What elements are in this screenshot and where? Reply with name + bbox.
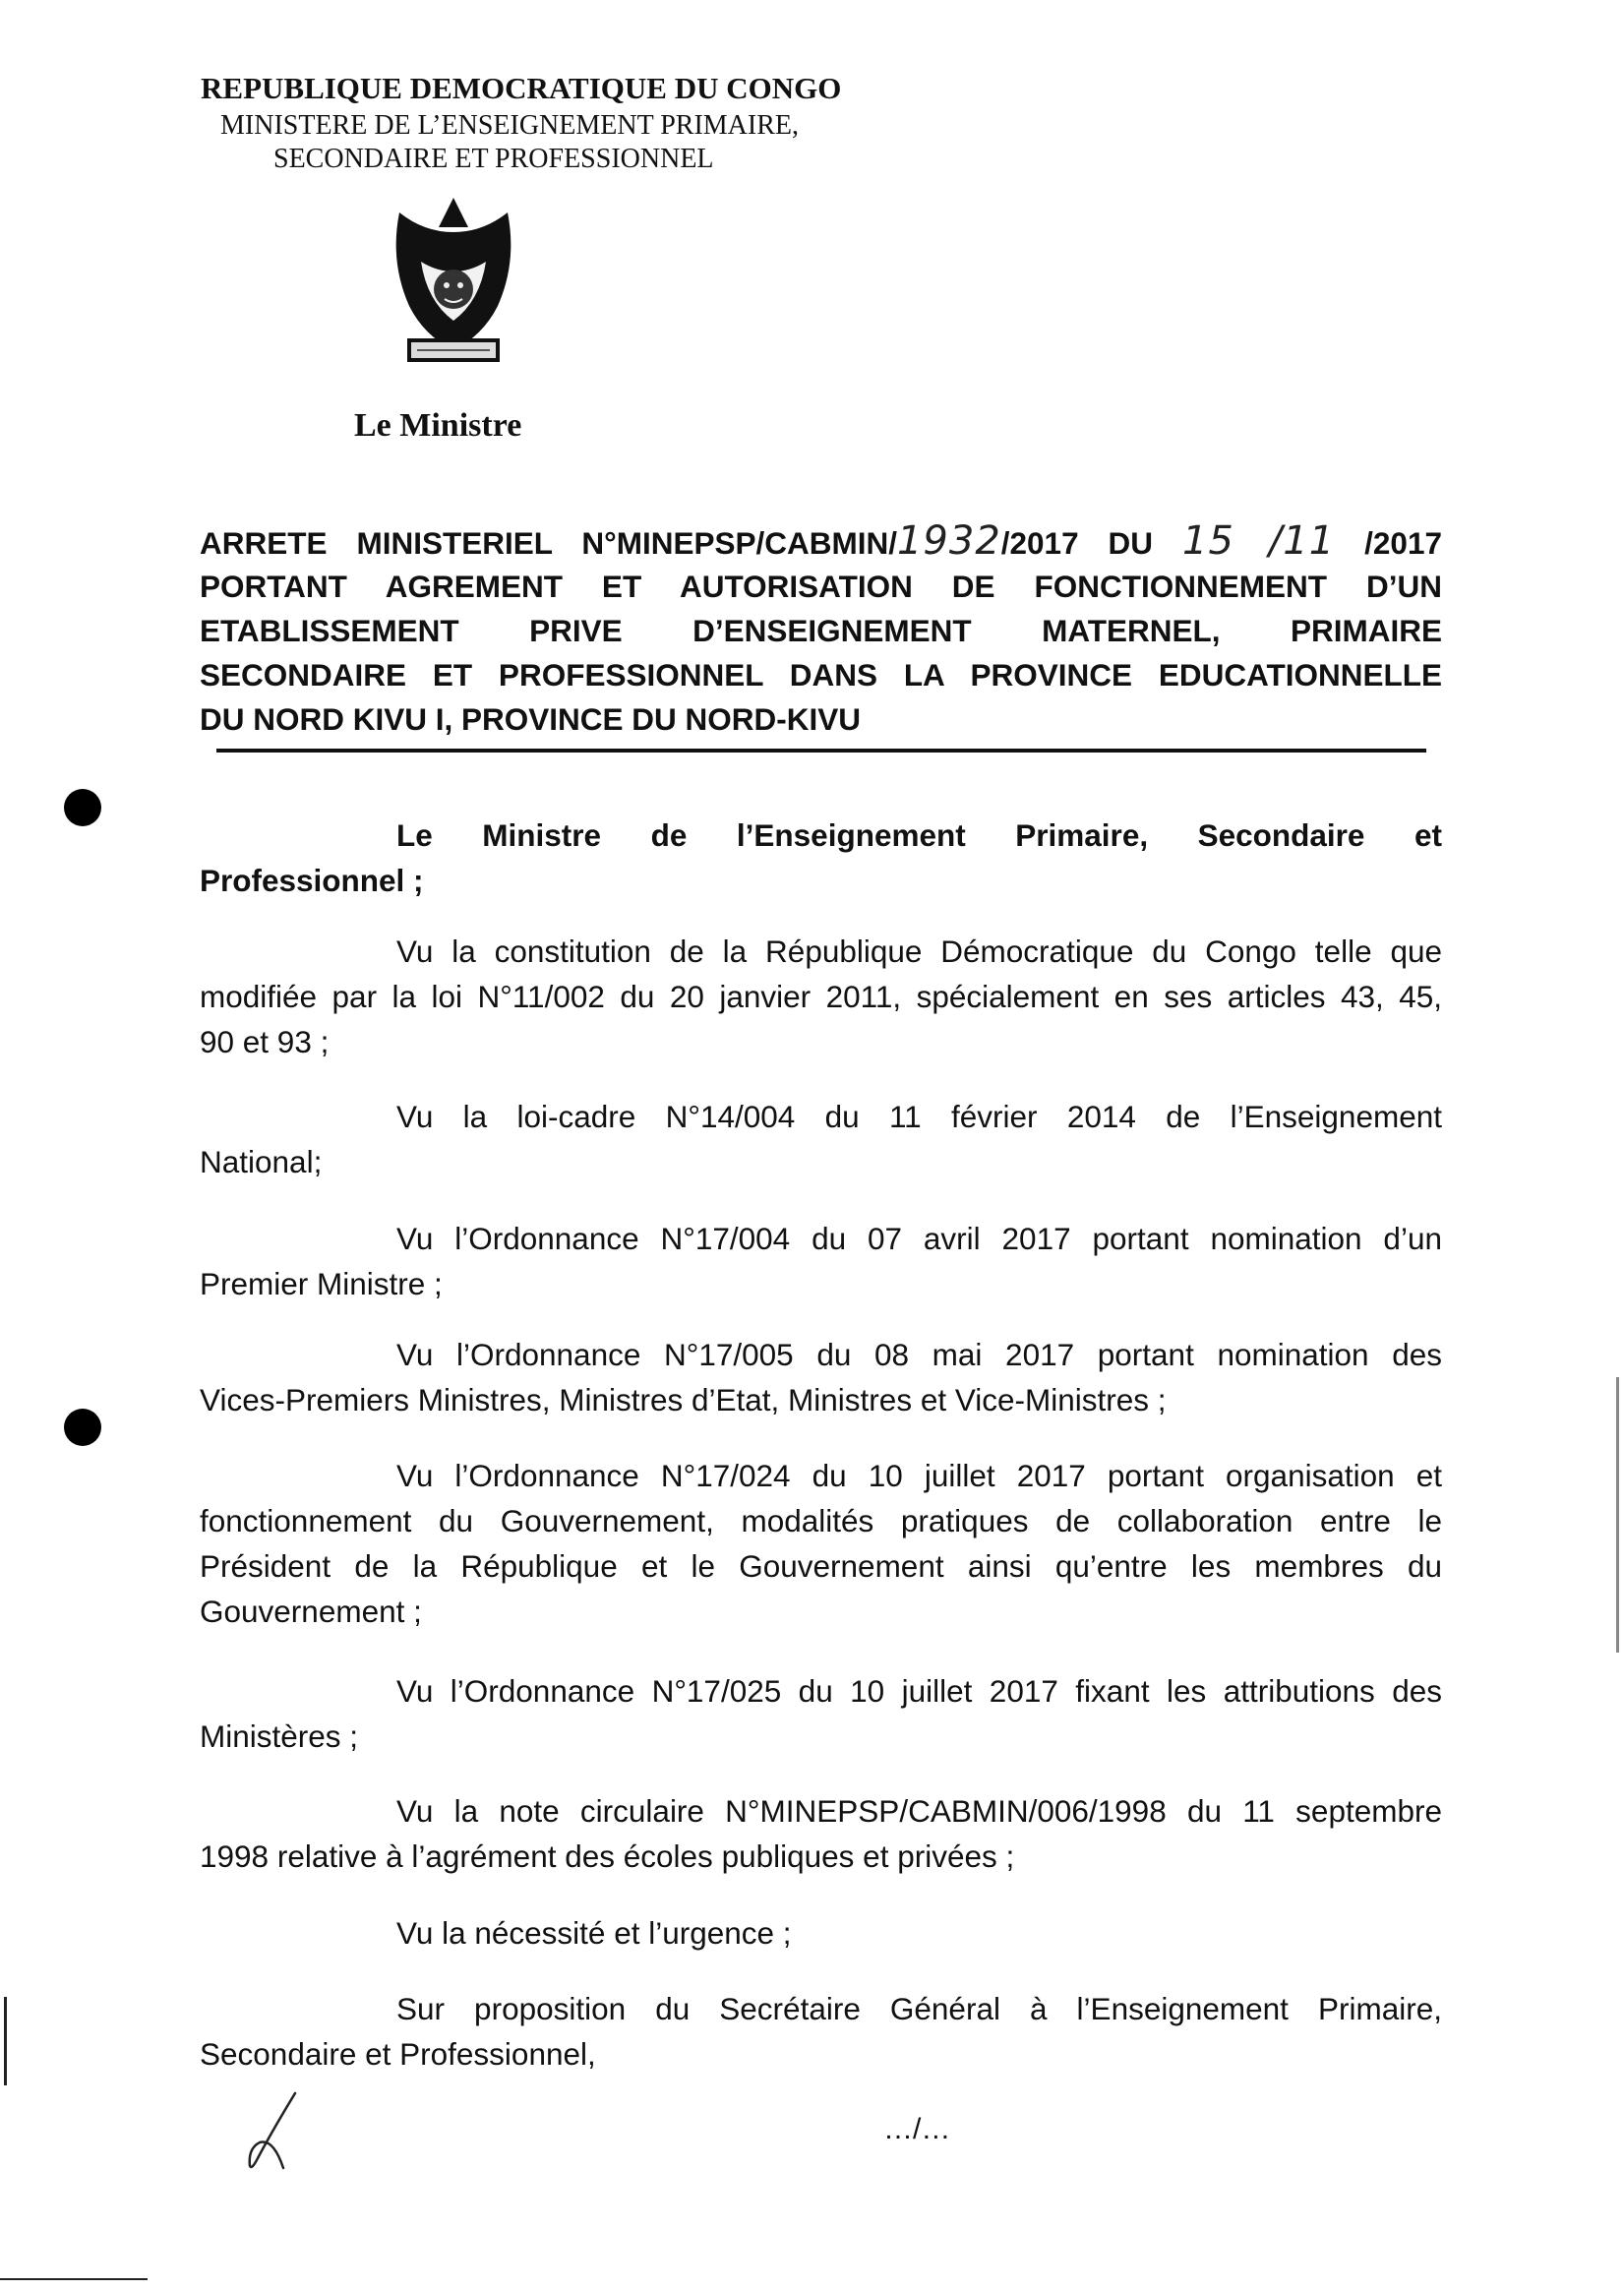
handwritten-decree-date: 15 /11 [1182,518,1336,564]
handwritten-decree-number: 1932 [896,518,1001,564]
scan-edge-mark-bottom [0,2278,148,2280]
paragraph-necessite: Vu la nécessité et l’urgence ; [396,1915,792,1951]
punch-hole-bottom [64,1409,101,1446]
decree-title-line5: DU NORD KIVU I, PROVINCE DU NORD-KIVU [200,701,862,737]
paragraph-constitution: Vu la constitution de la République Démocratique du Congo telle que modifiée par la loi N°11/002 du 20 janvier 2011, spécialement en ses articles 43, 45, 90 et 93 ; [200,934,1442,1059]
ministry-heading-line2: SECONDAIRE ET PROFESSIONNEL [273,144,714,174]
paragraph-ordonnance-17-025: Vu l’Ordonnance N°17/025 du 10 juillet 2017 fixant les attributions des Ministères ; [200,1673,1442,1754]
ministry-heading-line1: MINISTERE DE L’ENSEIGNEMENT PRIMAIRE, [220,110,799,141]
paragraph-proposition: Sur proposition du Secrétaire Général à l’Enseignement Primaire, Secondaire et Professionnel, [200,1991,1442,2072]
coat-of-arms-icon [380,193,527,370]
paragraph-ordonnance-17-004: Vu l’Ordonnance N°17/004 du 07 avril 2017 portant nomination d’un Premier Ministre ; [200,1221,1442,1301]
scan-edge-mark-left [4,1997,7,2085]
punch-hole-top [64,789,101,826]
country-heading: REPUBLIQUE DEMOCRATIQUE DU CONGO [201,71,842,105]
scan-edge-mark-right [1616,1377,1619,1653]
title-underline [216,749,1426,753]
decree-title-line3: ETABLISSEMENT PRIVE D’ENSEIGNEMENT MATERNEL, PRIMAIRE [200,613,1442,648]
paragraph-ordonnance-17-005: Vu l’Ordonnance N°17/005 du 08 mai 2017 portant nomination des Vices-Premiers Ministres, Ministres d’Etat, Ministres et Vice-Ministres ; [200,1337,1442,1417]
decree-title-line2: PORTANT AGREMENT ET AUTORISATION DE FONCTIONNEMENT D’UN [200,569,1442,604]
paragraph-loi-cadre: Vu la loi-cadre N°14/004 du 11 février 2014 de l’Enseignement National; [200,1099,1442,1179]
decree-title-line4: SECONDAIRE ET PROFESSIONNEL DANS LA PROVINCE EDUCATIONNELLE [200,657,1442,693]
continuation-marker: …/… [883,2113,951,2145]
paragraph-ordonnance-17-024: Vu l’Ordonnance N°17/024 du 10 juillet 2017 portant organisation et fonctionnement du Gouvernement, modalités pratiques de collaboration entre le Président de la République et le Gouvernement ainsi qu’entre les membres du Gouvernement ; [200,1458,1442,1629]
handwritten-initials-icon [244,2089,303,2172]
paragraph-note-circulaire: Vu la note circulaire N°MINEPSP/CABMIN/006/1998 du 11 septembre 1998 relative à l’agrément des écoles publiques et privées ; [200,1793,1442,1874]
decree-title-line1: ARRETE MINISTERIEL N°MINEPSP/CABMIN/1932/2017 DU 15 /11 /2017 [200,518,1442,564]
paragraph-minister: Le Ministre de l’Enseignement Primaire, Secondaire et Professionnel ; [200,817,1442,898]
signatory-heading: Le Ministre [354,407,522,444]
